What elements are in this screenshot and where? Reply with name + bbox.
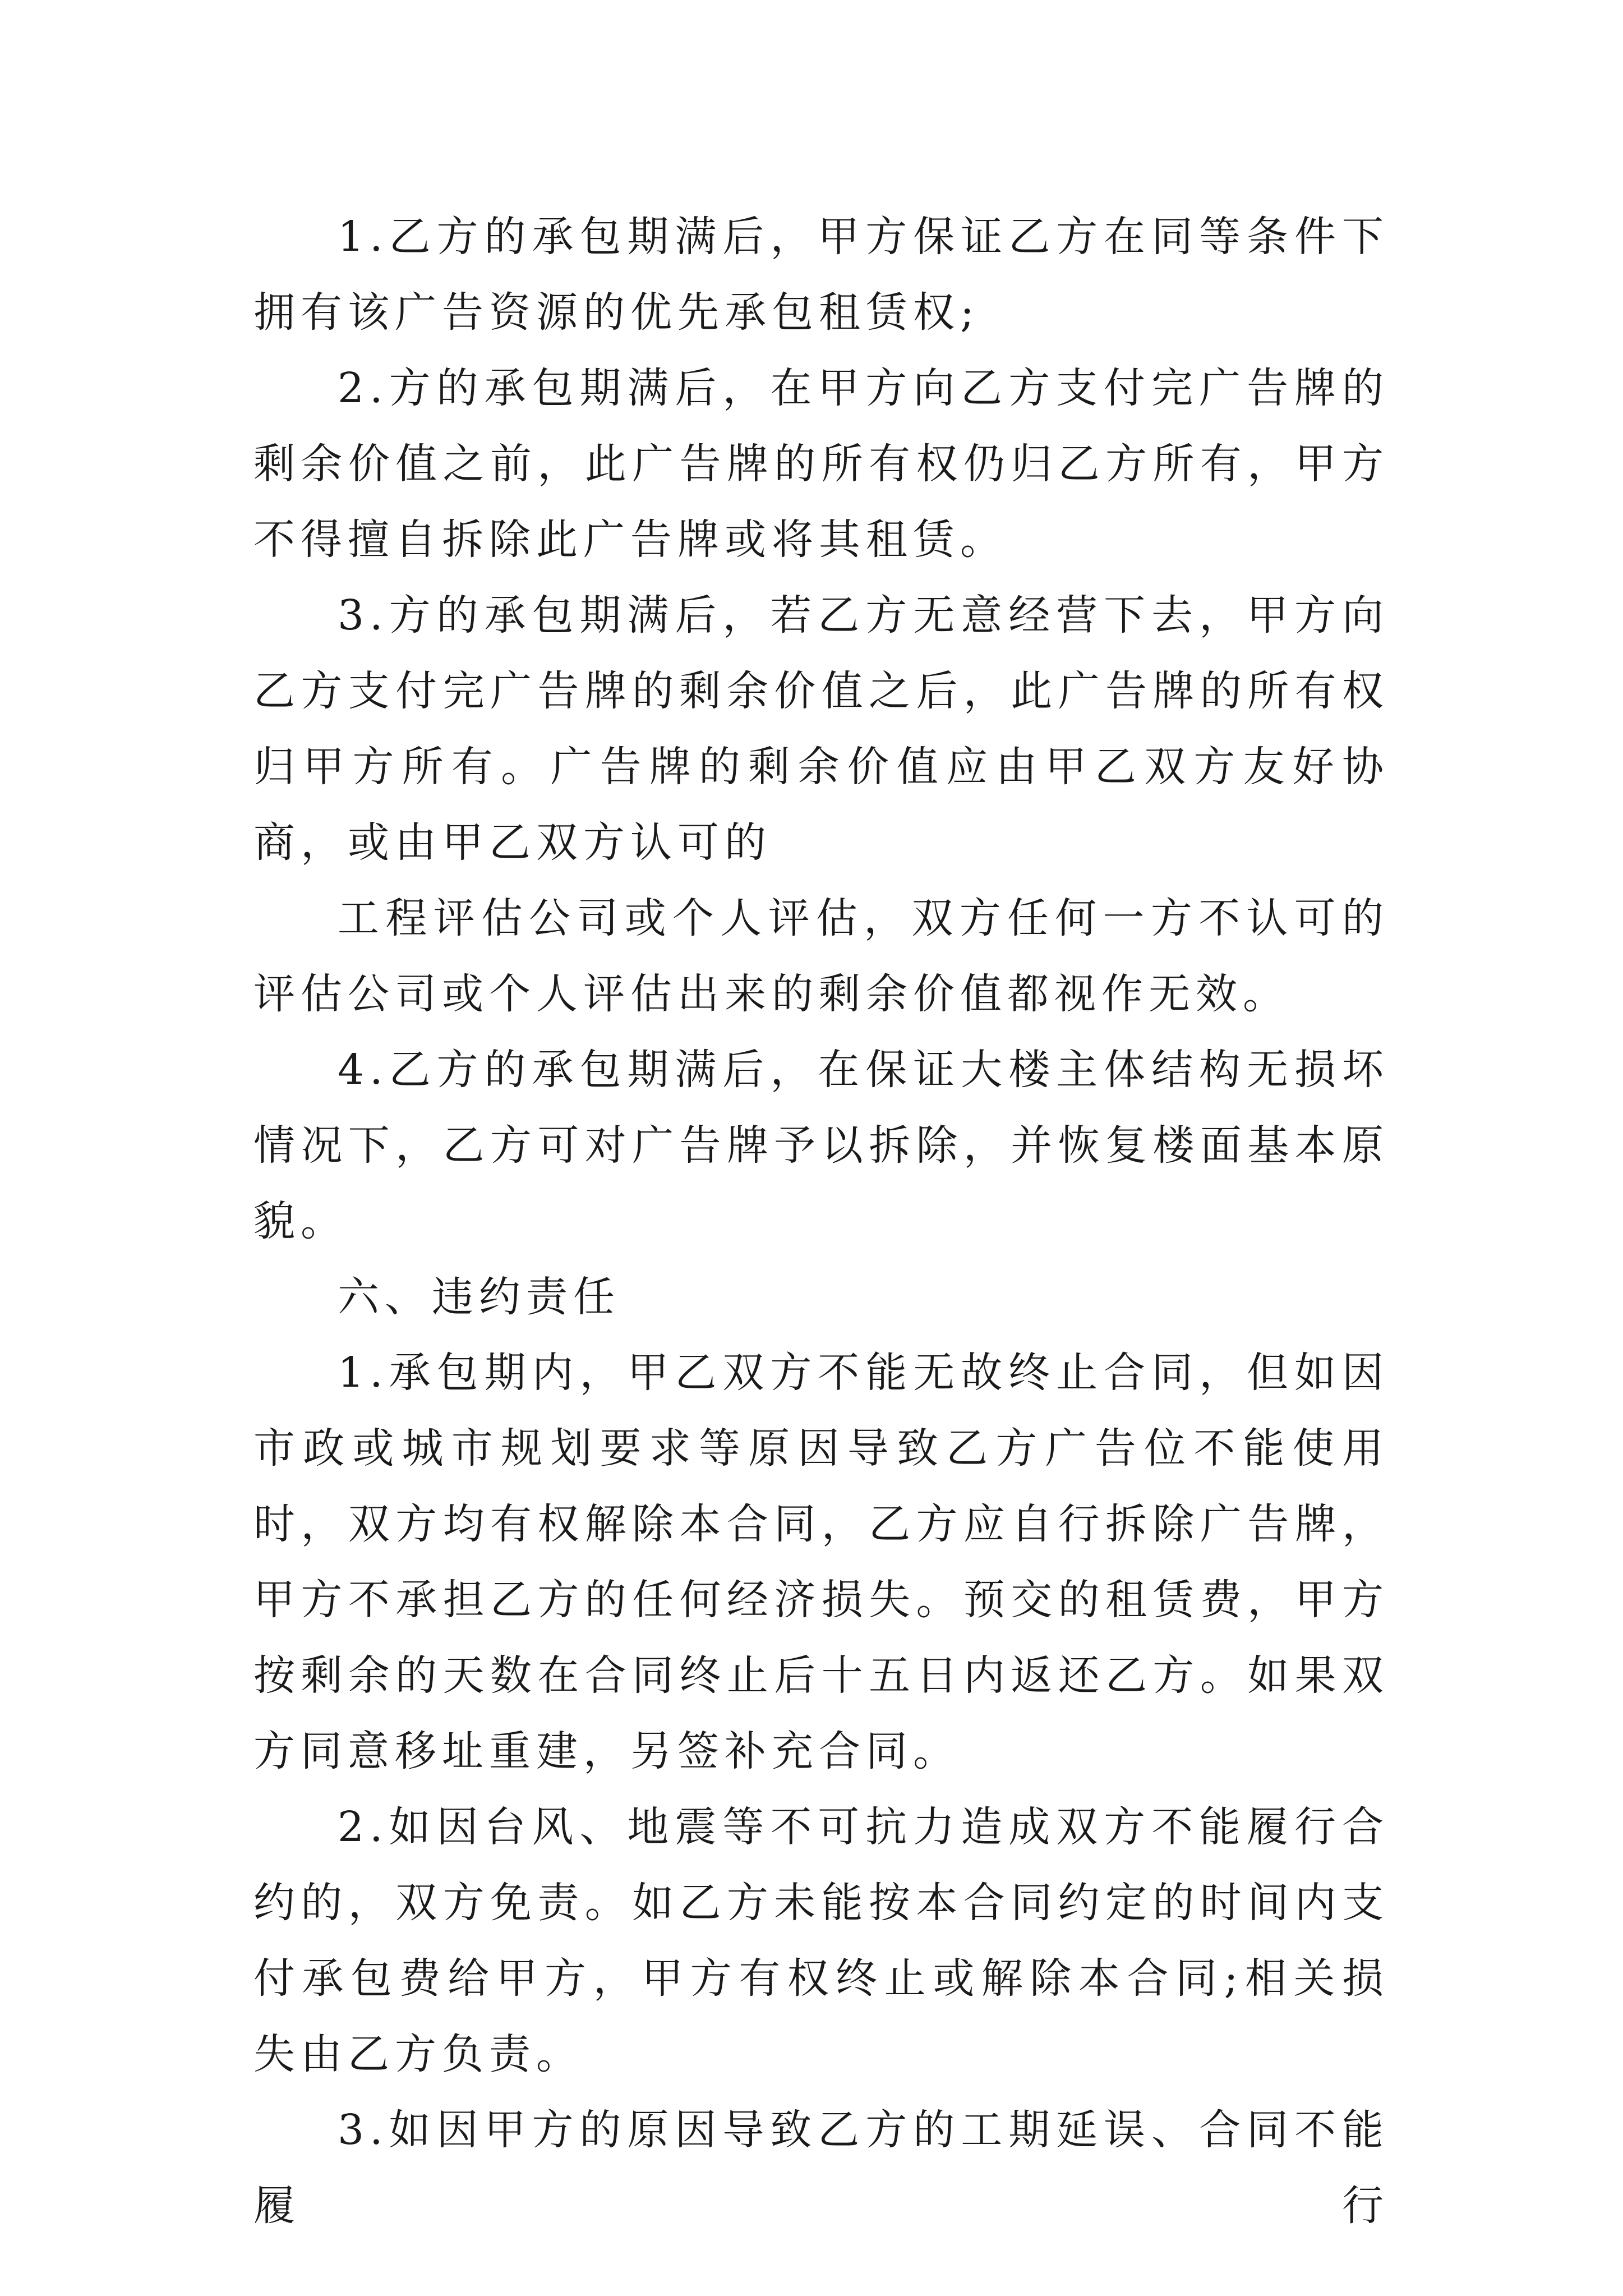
paragraph-clause-6-2: 2.如因台风、地震等不可抗力造成双方不能履行合约的，双方免责。如乙方未能按本合同约定的时间内支付承包费给甲方，甲方有权终止或解除本合同;相关损失由乙方负责。 <box>253 1803 1389 2078</box>
paragraph-clause-6-3: 3.如因甲方的原因导致乙方的工期延误、合同不能履行 <box>253 2106 1389 2230</box>
paragraph-clause-5-4: 4.乙方的承包期满后，在保证大楼主体结构无损坏情况下，乙方可对广告牌予以拆除，并恢复楼面基本原貌。 <box>253 1046 1389 1245</box>
paragraph-clause-5-2: 2.方的承包期满后，在甲方向乙方支付完广告牌的剩余价值之前，此广告牌的所有权仍归乙方所有，甲方不得擅自拆除此广告牌或将其租赁。 <box>253 364 1389 564</box>
section-heading-breach-liability: 六、违约责任 <box>338 1273 620 1321</box>
paragraph-clause-5-3-continued: 工程评估公司或个人评估，双方任何一方不认可的评估公司或个人评估出来的剩余价值都视作无效。 <box>253 894 1389 1018</box>
document-body <box>253 199 1389 2244</box>
paragraph-clause-6-1: 1.承包期内，甲乙双方不能无故终止合同，但如因市政或城市规划要求等原因导致乙方广告位不能使用时，双方均有权解除本合同，乙方应自行拆除广告牌，甲方不承担乙方的任何经济损失。预交的租赁费，甲方按剩余的天数在合同终止后十五日内返还乙方。如果双方同意移址重建，另签补充合同。 <box>253 1349 1389 1775</box>
paragraph-clause-5-1: 1.乙方的承包期满后，甲方保证乙方在同等条件下拥有该广告资源的优先承包租赁权; <box>253 213 1389 337</box>
paragraph-clause-5-3: 3.方的承包期满后，若乙方无意经营下去，甲方向乙方支付完广告牌的剩余价值之后，此广告牌的所有权归甲方所有。广告牌的剩余价值应由甲乙双方友好协商，或由甲乙双方认可的 <box>253 591 1389 867</box>
